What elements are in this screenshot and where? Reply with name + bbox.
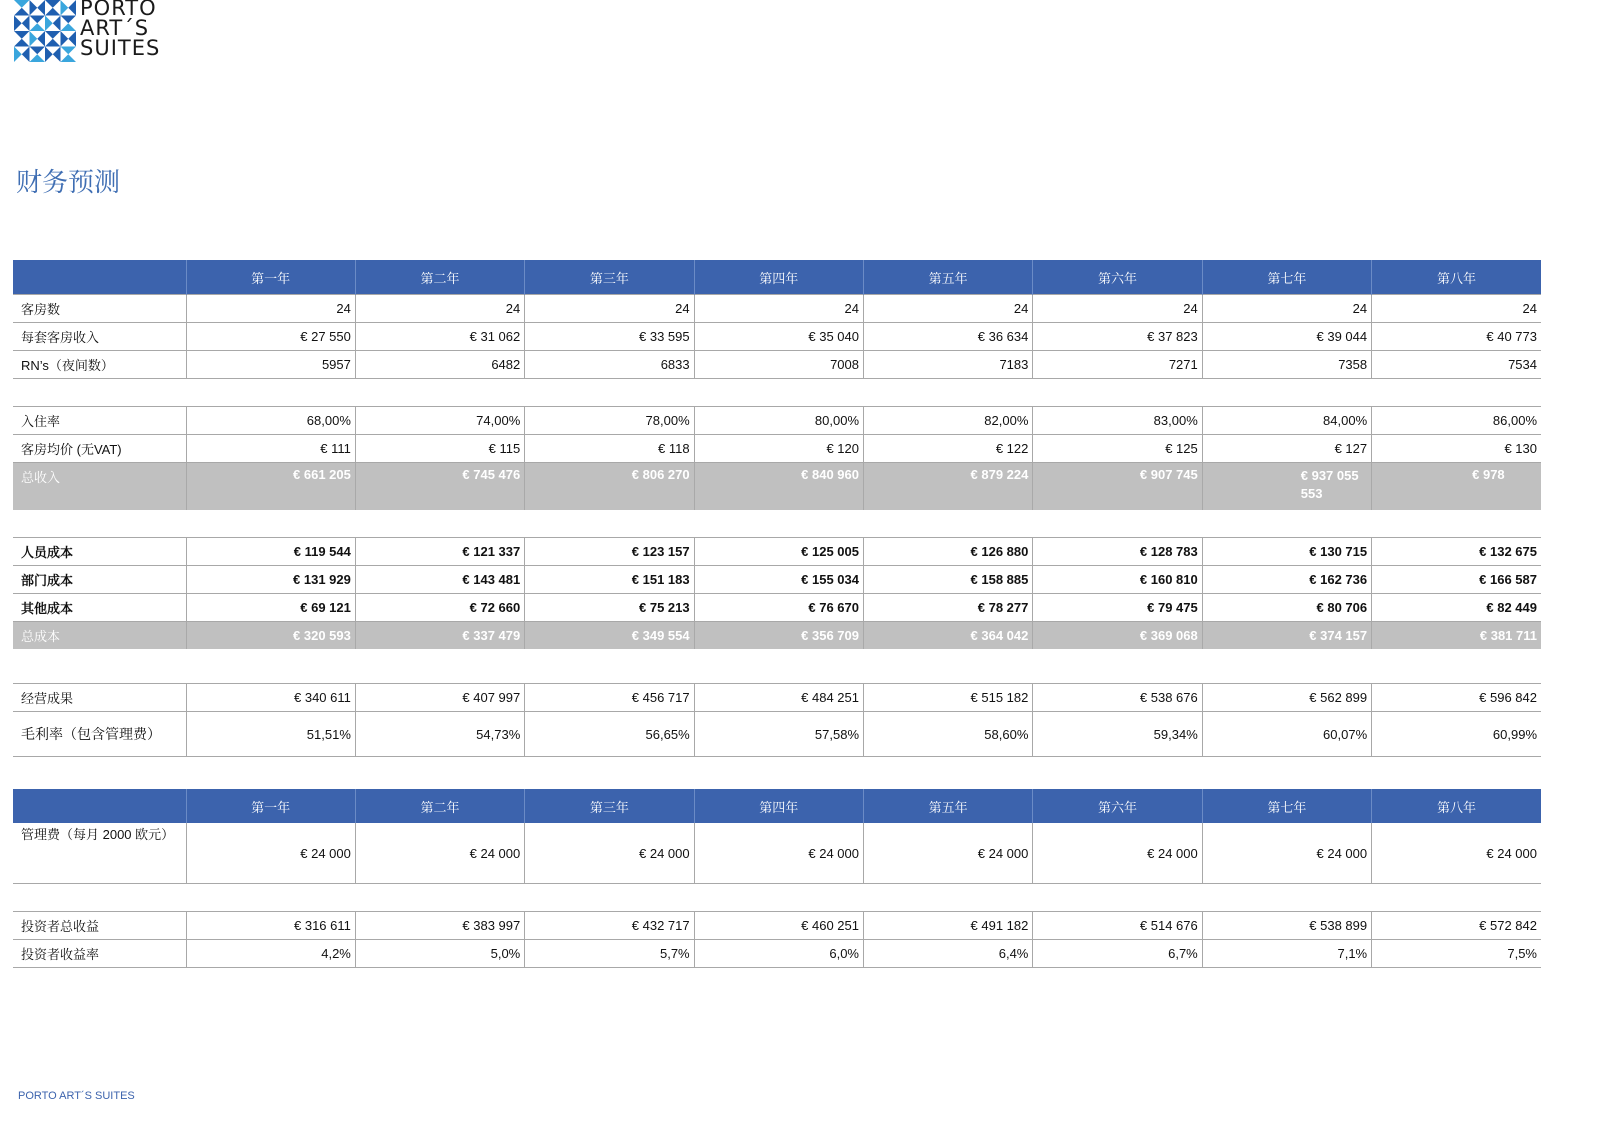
row-label: 毛利率（包含管理费）	[13, 712, 186, 757]
year-header: 第六年	[1033, 260, 1202, 295]
cell-value: 5,7%	[525, 940, 694, 968]
cell-value: 6,0%	[694, 940, 863, 968]
cell-value: 7534	[1372, 351, 1541, 379]
cell-value: € 75 213	[525, 594, 694, 622]
year-header: 第八年	[1372, 789, 1541, 823]
spacer-row	[13, 379, 1541, 407]
cell-value: € 118	[525, 435, 694, 463]
cell-value: € 456 717	[525, 684, 694, 712]
cell-value: 57,58%	[694, 712, 863, 757]
cell-value: € 24 000	[694, 823, 863, 884]
year-header: 第三年	[525, 789, 694, 823]
header-corner	[13, 789, 186, 823]
cell-value: € 538 676	[1033, 684, 1202, 712]
cell-value: € 978	[1372, 463, 1541, 511]
cell-value: 54,73%	[355, 712, 524, 757]
cell-value: 24	[864, 295, 1033, 323]
cell-value: € 155 034	[694, 566, 863, 594]
cell-value: 6482	[355, 351, 524, 379]
row-management-fee	[13, 823, 1541, 884]
row-label: 部门成本	[13, 566, 186, 594]
cell-value: 7183	[864, 351, 1033, 379]
cell-value: € 111	[186, 435, 355, 463]
row-total-cost	[13, 622, 1541, 650]
cell-value: € 515 182	[864, 684, 1033, 712]
cell-value: 68,00%	[186, 407, 355, 435]
row-occupancy	[13, 407, 1541, 435]
cell-value: € 24 000	[525, 823, 694, 884]
row-label: 入住率	[13, 407, 186, 435]
cell-value: € 37 823	[1033, 323, 1202, 351]
row-rooms	[13, 295, 1541, 323]
cell-value: € 407 997	[355, 684, 524, 712]
year-header: 第三年	[525, 260, 694, 295]
row-total-revenue	[13, 463, 1541, 511]
row-adr	[13, 435, 1541, 463]
cell-value: 24	[186, 295, 355, 323]
cell-value: € 491 182	[864, 912, 1033, 940]
cell-value: € 806 270	[525, 463, 694, 511]
row-staff-cost	[13, 538, 1541, 566]
cell-value: € 132 675	[1372, 538, 1541, 566]
row-label: 投资者总收益	[13, 912, 186, 940]
cell-value: € 879 224	[864, 463, 1033, 511]
footer-brand: PORTO ART´S SUITES	[18, 1090, 135, 1102]
cell-value: € 337 479	[355, 622, 524, 650]
cell-value: 51,51%	[186, 712, 355, 757]
cell-value: 24	[694, 295, 863, 323]
year-header: 第五年	[864, 260, 1033, 295]
spacer-row	[13, 649, 1541, 684]
cell-value: € 115	[355, 435, 524, 463]
row-label: RN’s（夜间数）	[13, 351, 186, 379]
cell-value: € 460 251	[694, 912, 863, 940]
year-header: 第一年	[186, 260, 355, 295]
row-label: 客房数	[13, 295, 186, 323]
logo-word-1: PORTO	[80, 0, 157, 20]
year-header: 第四年	[694, 260, 863, 295]
cell-value: 24	[355, 295, 524, 323]
year-header: 第七年	[1202, 789, 1371, 823]
cell-value: 80,00%	[694, 407, 863, 435]
cell-value: € 24 000	[355, 823, 524, 884]
cell-value: € 162 736	[1202, 566, 1371, 594]
cell-value: € 33 595	[525, 323, 694, 351]
cell-value: € 166 587	[1372, 566, 1541, 594]
row-label: 其他成本	[13, 594, 186, 622]
row-gross-margin	[13, 712, 1541, 757]
cell-value: 6,4%	[864, 940, 1033, 968]
investor-table	[13, 789, 1541, 968]
page-title: 财务预测	[16, 168, 121, 198]
row-room-nights	[13, 351, 1541, 379]
cell-value: € 596 842	[1372, 684, 1541, 712]
cell-value: € 356 709	[694, 622, 863, 650]
logo-mosaic-icon	[14, 0, 76, 62]
cell-value: € 24 000	[1372, 823, 1541, 884]
cell-value: € 381 711	[1372, 622, 1541, 650]
cell-value: € 745 476	[355, 463, 524, 511]
cell-value: € 125 005	[694, 538, 863, 566]
year-header: 第一年	[186, 789, 355, 823]
cell-value: € 349 554	[525, 622, 694, 650]
cell-value: 7358	[1202, 351, 1371, 379]
cell-value: € 24 000	[1202, 823, 1371, 884]
cell-value: 59,34%	[1033, 712, 1202, 757]
cell-value: € 24 000	[864, 823, 1033, 884]
cell-value: € 432 717	[525, 912, 694, 940]
cell-value: 24	[1202, 295, 1371, 323]
year-header: 第四年	[694, 789, 863, 823]
cell-value: € 538 899	[1202, 912, 1371, 940]
row-label: 每套客房收入	[13, 323, 186, 351]
row-label: 经营成果	[13, 684, 186, 712]
row-label: 人员成本	[13, 538, 186, 566]
row-label: 客房均价 (无VAT)	[13, 435, 186, 463]
cell-value: € 120	[694, 435, 863, 463]
cell-value: € 72 660	[355, 594, 524, 622]
cell-value: € 82 449	[1372, 594, 1541, 622]
cell-value: € 76 670	[694, 594, 863, 622]
cell-value: € 128 783	[1033, 538, 1202, 566]
cell-value: 7,1%	[1202, 940, 1371, 968]
year-header-row	[13, 789, 1541, 823]
cell-value: € 369 068	[1033, 622, 1202, 650]
year-header: 第六年	[1033, 789, 1202, 823]
row-investor-total	[13, 912, 1541, 940]
row-dept-cost	[13, 566, 1541, 594]
cell-value: € 40 773	[1372, 323, 1541, 351]
cell-value: € 937 055 553	[1202, 463, 1371, 511]
cell-value: € 36 634	[864, 323, 1033, 351]
cell-value: 24	[525, 295, 694, 323]
cell-value: 7,5%	[1372, 940, 1541, 968]
cell-value: 82,00%	[864, 407, 1033, 435]
cell-value: 6,7%	[1033, 940, 1202, 968]
year-header: 第五年	[864, 789, 1033, 823]
row-label: 管理费（每月 2000 欧元）	[13, 823, 186, 884]
brand-logo	[14, 0, 164, 64]
year-header-row	[13, 260, 1541, 295]
cell-value: 60,99%	[1372, 712, 1541, 757]
cell-value: € 514 676	[1033, 912, 1202, 940]
cell-value: € 123 157	[525, 538, 694, 566]
cell-value: 56,65%	[525, 712, 694, 757]
cell-value: € 127	[1202, 435, 1371, 463]
logo-word-2: ART´S	[80, 16, 150, 40]
cell-value: 5,0%	[355, 940, 524, 968]
row-label: 总收入	[13, 463, 186, 511]
cell-value: € 661 205	[186, 463, 355, 511]
cell-value: € 364 042	[864, 622, 1033, 650]
spacer-row	[13, 510, 1541, 538]
cell-value: 86,00%	[1372, 407, 1541, 435]
logo-word-3: SUITES	[80, 36, 161, 60]
row-operating-result	[13, 684, 1541, 712]
cell-value: € 126 880	[864, 538, 1033, 566]
year-header: 第八年	[1372, 260, 1541, 295]
cell-value: € 158 885	[864, 566, 1033, 594]
year-header: 第七年	[1202, 260, 1371, 295]
cell-value: € 122	[864, 435, 1033, 463]
cell-value: € 374 157	[1202, 622, 1371, 650]
cell-value: € 39 044	[1202, 323, 1371, 351]
cell-value: € 840 960	[694, 463, 863, 511]
cell-value: € 160 810	[1033, 566, 1202, 594]
cell-value: 5957	[186, 351, 355, 379]
logo-wordmark	[80, 0, 160, 58]
cell-value: € 80 706	[1202, 594, 1371, 622]
cell-value: 83,00%	[1033, 407, 1202, 435]
row-investor-rate	[13, 940, 1541, 968]
cell-value: € 130 715	[1202, 538, 1371, 566]
cell-value: € 320 593	[186, 622, 355, 650]
cell-value: € 131 929	[186, 566, 355, 594]
cell-value: 24	[1372, 295, 1541, 323]
cell-value: 7008	[694, 351, 863, 379]
cell-value: 24	[1033, 295, 1202, 323]
spacer-row	[13, 884, 1541, 912]
cell-value: 60,07%	[1202, 712, 1371, 757]
cell-value: € 151 183	[525, 566, 694, 594]
year-header: 第二年	[355, 260, 524, 295]
cell-value: € 78 277	[864, 594, 1033, 622]
cell-value: € 562 899	[1202, 684, 1371, 712]
cell-value: € 79 475	[1033, 594, 1202, 622]
cell-value: € 121 337	[355, 538, 524, 566]
header-corner	[13, 260, 186, 295]
cell-value: € 340 611	[186, 684, 355, 712]
cell-value: 7271	[1033, 351, 1202, 379]
cell-value: 74,00%	[355, 407, 524, 435]
cell-value: € 125	[1033, 435, 1202, 463]
cell-value: € 119 544	[186, 538, 355, 566]
cell-value: € 24 000	[186, 823, 355, 884]
cell-value: 84,00%	[1202, 407, 1371, 435]
cell-value: € 27 550	[186, 323, 355, 351]
row-other-cost	[13, 594, 1541, 622]
cell-value: € 572 842	[1372, 912, 1541, 940]
cell-value: € 316 611	[186, 912, 355, 940]
row-label: 投资者收益率	[13, 940, 186, 968]
cell-value: € 69 121	[186, 594, 355, 622]
cell-value: € 383 997	[355, 912, 524, 940]
row-label: 总成本	[13, 622, 186, 650]
cell-value: € 24 000	[1033, 823, 1202, 884]
row-revenue-per-room	[13, 323, 1541, 351]
cell-value: 4,2%	[186, 940, 355, 968]
cell-value: € 143 481	[355, 566, 524, 594]
cell-value: 58,60%	[864, 712, 1033, 757]
forecast-table	[13, 260, 1541, 757]
year-header: 第二年	[355, 789, 524, 823]
cell-value: 6833	[525, 351, 694, 379]
cell-value: 78,00%	[525, 407, 694, 435]
cell-value: € 907 745	[1033, 463, 1202, 511]
cell-value: € 31 062	[355, 323, 524, 351]
cell-value: € 35 040	[694, 323, 863, 351]
cell-value: € 130	[1372, 435, 1541, 463]
cell-value: € 484 251	[694, 684, 863, 712]
